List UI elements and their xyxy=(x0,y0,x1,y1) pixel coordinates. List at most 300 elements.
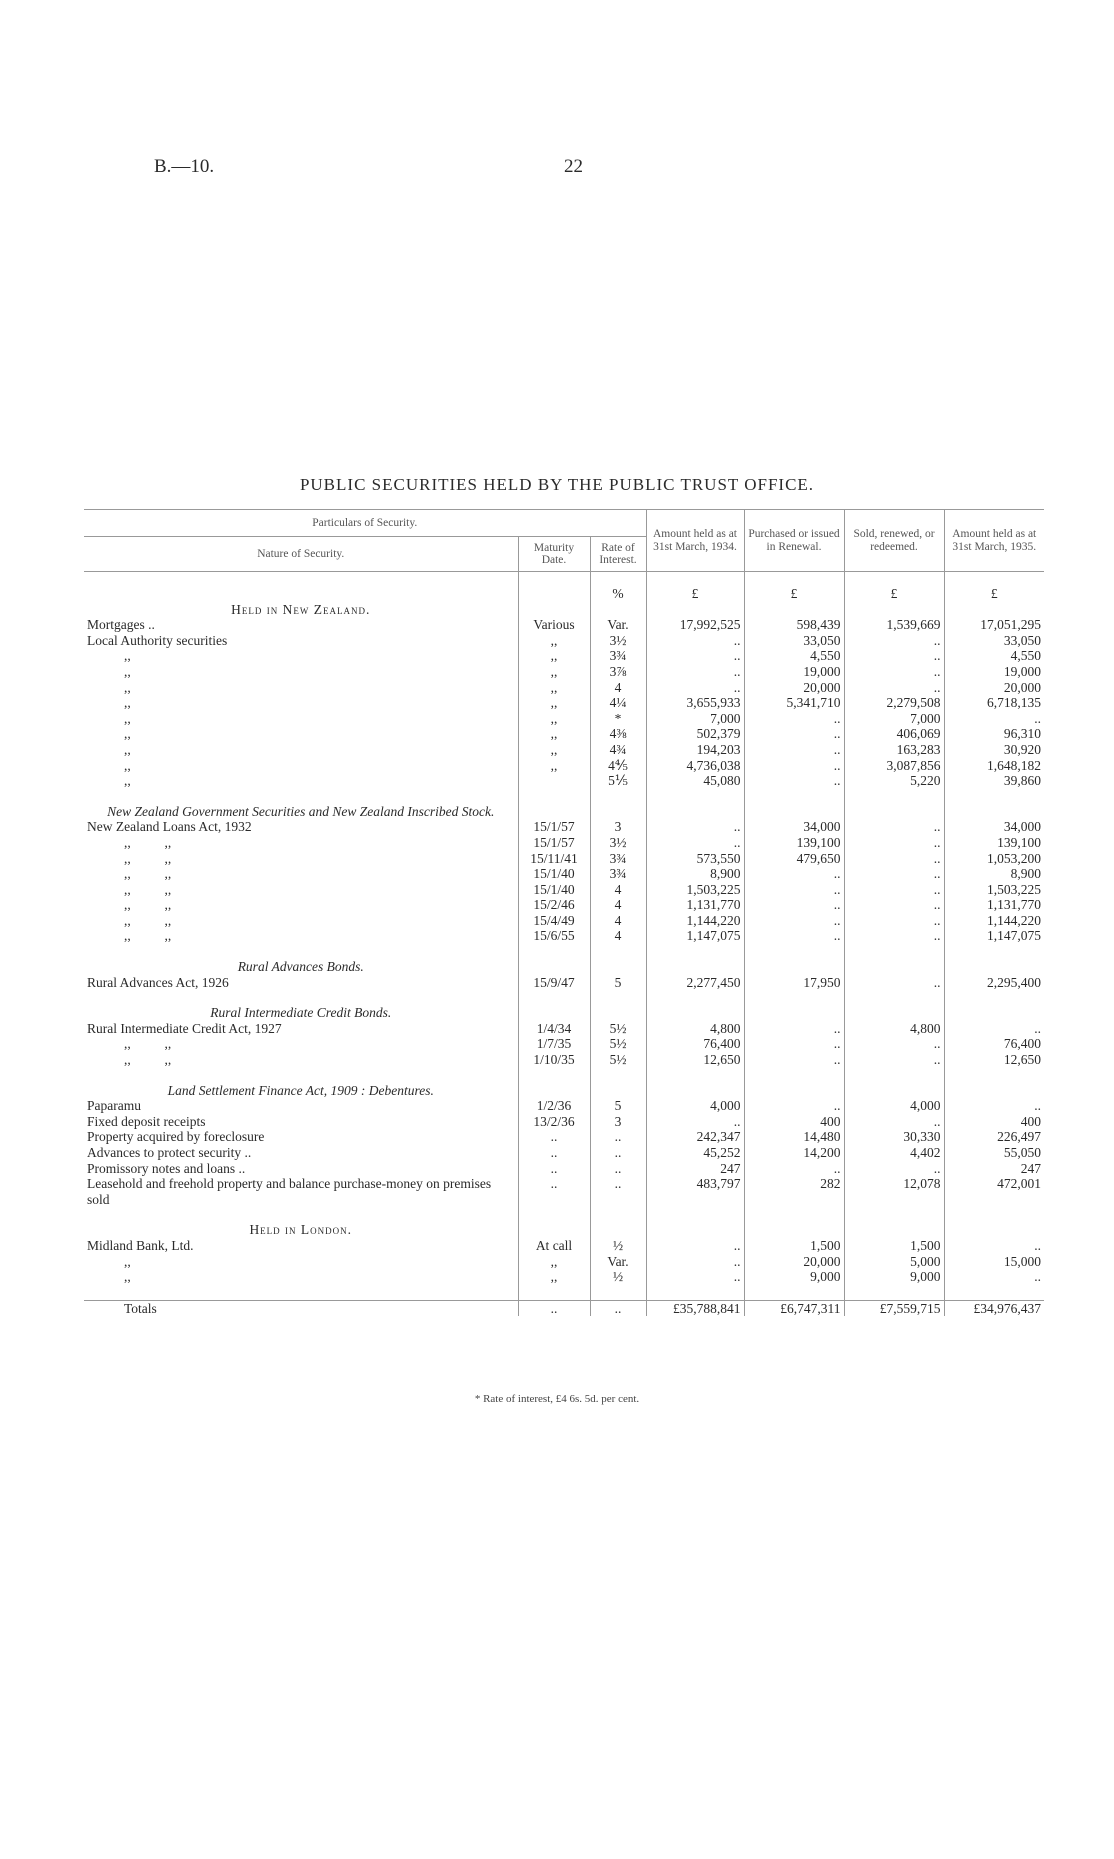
purchased: £6,747,311 xyxy=(744,1300,844,1316)
sold: 2,279,508 xyxy=(844,695,944,711)
sold: 1,539,669 xyxy=(844,617,944,633)
maturity-date: At call xyxy=(518,1238,590,1254)
table-row xyxy=(84,695,1044,711)
table-row xyxy=(84,1036,1044,1052)
security-name: ,, xyxy=(124,1269,131,1285)
table-row xyxy=(84,1161,1044,1177)
amount-1935: 96,310 xyxy=(944,726,1044,742)
security-name: New Zealand Loans Act, 1932 xyxy=(87,819,252,835)
purchased: .. xyxy=(744,1021,844,1037)
section-heading: Rural Intermediate Credit Bonds. xyxy=(210,1005,392,1021)
maturity-date: 1/7/35 xyxy=(518,1036,590,1052)
table-body xyxy=(84,572,1044,1317)
amount-1935: 8,900 xyxy=(944,866,1044,882)
security-name: Promissory notes and loans .. xyxy=(87,1160,246,1176)
amount-1934: 1,147,075 xyxy=(646,928,744,944)
amount-1935: 247 xyxy=(944,1161,1044,1177)
sold: 406,069 xyxy=(844,726,944,742)
security-name: ,, xyxy=(124,648,131,664)
amount-1935: 17,051,295 xyxy=(944,617,1044,633)
amount-1934: 7,000 xyxy=(646,711,744,727)
sold: 30,330 xyxy=(844,1129,944,1145)
interest-rate: 5½ xyxy=(590,1021,646,1037)
maturity-date: ,, xyxy=(518,1269,590,1285)
purchased: .. xyxy=(744,866,844,882)
maturity-date: 1/10/35 xyxy=(518,1052,590,1068)
section-heading: Land Settlement Finance Act, 1909 : Debentures. xyxy=(167,1082,434,1098)
sold: .. xyxy=(844,851,944,867)
maturity-date: ,, xyxy=(518,633,590,649)
sold: .. xyxy=(844,975,944,991)
maturity-header: Maturity Date. xyxy=(518,537,590,572)
purchased: .. xyxy=(744,742,844,758)
maturity-date: 15/4/49 xyxy=(518,913,590,929)
amount-1934: 1,131,770 xyxy=(646,897,744,913)
interest-rate: 3 xyxy=(590,819,646,835)
held-1934-unit: £ xyxy=(646,572,744,602)
sold-unit: £ xyxy=(844,572,944,602)
security-name: Leasehold and freehold property and balance purchase-money on premises sold xyxy=(87,1176,492,1207)
table-row xyxy=(84,1098,1044,1114)
interest-rate: 4¾ xyxy=(590,742,646,758)
sold: 3,087,856 xyxy=(844,758,944,774)
interest-rate: Var. xyxy=(590,1254,646,1270)
interest-rate: 3½ xyxy=(590,633,646,649)
interest-rate: .. xyxy=(590,1176,646,1207)
security-name: Rural Advances Act, 1926 xyxy=(87,974,229,990)
amount-1934: .. xyxy=(646,633,744,649)
interest-rate: 4⅜ xyxy=(590,726,646,742)
purchased: .. xyxy=(744,1161,844,1177)
amount-1935: 6,718,135 xyxy=(944,695,1044,711)
security-name: ,, ,, xyxy=(124,834,172,850)
sold: 4,000 xyxy=(844,1098,944,1114)
amount-1934: 1,503,225 xyxy=(646,882,744,898)
amount-1934: 76,400 xyxy=(646,1036,744,1052)
sold: 5,000 xyxy=(844,1254,944,1270)
purchased: 20,000 xyxy=(744,1254,844,1270)
amount-1935: £34,976,437 xyxy=(944,1300,1044,1316)
amount-1935: 19,000 xyxy=(944,664,1044,680)
security-name: ,, ,, xyxy=(124,1036,172,1052)
held-1935-header: Amount held as at 31st March, 1935. xyxy=(944,510,1044,572)
amount-1934: 4,000 xyxy=(646,1098,744,1114)
section-heading: New Zealand Government Securities and New Zealand Inscribed Stock. xyxy=(107,803,495,819)
interest-rate: 3¾ xyxy=(590,866,646,882)
purchased-header: Purchased or issued in Renewal. xyxy=(744,510,844,572)
amount-1935: 2,295,400 xyxy=(944,975,1044,991)
table-row xyxy=(84,851,1044,867)
amount-1935: 1,053,200 xyxy=(944,851,1044,867)
interest-rate: 5½ xyxy=(590,1036,646,1052)
amount-1934: £35,788,841 xyxy=(646,1300,744,1316)
maturity-date: 15/6/55 xyxy=(518,928,590,944)
maturity-date: ,, xyxy=(518,664,590,680)
amount-1934: .. xyxy=(646,1254,744,1270)
sold: 9,000 xyxy=(844,1269,944,1285)
table-row xyxy=(84,897,1044,913)
sold: 12,078 xyxy=(844,1176,944,1207)
table-row xyxy=(84,882,1044,898)
interest-rate: 3⅞ xyxy=(590,664,646,680)
sold: .. xyxy=(844,1052,944,1068)
security-name: Rural Intermediate Credit Act, 1927 xyxy=(87,1020,282,1036)
interest-rate: 3 xyxy=(590,1114,646,1130)
security-name: ,, ,, xyxy=(124,1052,172,1068)
spacer-row xyxy=(84,789,1044,804)
purchased: 17,950 xyxy=(744,975,844,991)
amount-1935: 15,000 xyxy=(944,1254,1044,1270)
interest-rate: 4 xyxy=(590,913,646,929)
amount-1934: .. xyxy=(646,1269,744,1285)
sold-header: Sold, renewed, or redeemed. xyxy=(844,510,944,572)
purchased: .. xyxy=(744,1036,844,1052)
amount-1934: 247 xyxy=(646,1161,744,1177)
maturity-date: 13/2/36 xyxy=(518,1114,590,1130)
table-row xyxy=(84,1238,1044,1254)
purchased: .. xyxy=(744,1098,844,1114)
security-name: Midland Bank, Ltd. xyxy=(87,1237,194,1253)
sold: .. xyxy=(844,1161,944,1177)
maturity-date: ,, xyxy=(518,680,590,696)
sold: £7,559,715 xyxy=(844,1300,944,1316)
amount-1935: 34,000 xyxy=(944,819,1044,835)
amount-1934: 502,379 xyxy=(646,726,744,742)
amount-1934: .. xyxy=(646,1114,744,1130)
maturity-date: ,, xyxy=(518,742,590,758)
security-name: ,, xyxy=(124,679,131,695)
table-row xyxy=(84,664,1044,680)
maturity-date: 15/1/57 xyxy=(518,835,590,851)
table-row xyxy=(84,928,1044,944)
purchased: 33,050 xyxy=(744,633,844,649)
sold: .. xyxy=(844,664,944,680)
purchased: 14,480 xyxy=(744,1129,844,1145)
purchased: .. xyxy=(744,897,844,913)
sold: 4,402 xyxy=(844,1145,944,1161)
sold: .. xyxy=(844,680,944,696)
maturity-date: 15/2/46 xyxy=(518,897,590,913)
table-row xyxy=(84,742,1044,758)
interest-rate: 4 xyxy=(590,928,646,944)
document-reference: B.—10. xyxy=(154,156,215,177)
amount-1934: .. xyxy=(646,1238,744,1254)
interest-rate: 5 xyxy=(590,1098,646,1114)
security-name: Fixed deposit receipts xyxy=(87,1113,206,1129)
purchased: 19,000 xyxy=(744,664,844,680)
security-name: ,, ,, xyxy=(124,850,172,866)
maturity-date: 15/11/41 xyxy=(518,851,590,867)
purchased: 479,650 xyxy=(744,851,844,867)
interest-rate: .. xyxy=(590,1129,646,1145)
purchased: 9,000 xyxy=(744,1269,844,1285)
totals-label: Totals xyxy=(124,1300,157,1316)
amount-1934: .. xyxy=(646,819,744,835)
amount-1935: 139,100 xyxy=(944,835,1044,851)
maturity-date: .. xyxy=(518,1300,590,1316)
interest-rate: 4⅘ xyxy=(590,758,646,774)
totals-row xyxy=(84,1300,1044,1316)
maturity-date: .. xyxy=(518,1129,590,1145)
amount-1934: .. xyxy=(646,664,744,680)
security-name: ,, ,, xyxy=(124,866,172,882)
units-row xyxy=(84,572,1044,602)
security-name: ,, xyxy=(124,695,131,711)
rate-header: Rate of Interest. xyxy=(590,537,646,572)
maturity-date: 15/1/40 xyxy=(518,866,590,882)
table-row xyxy=(84,835,1044,851)
security-name: Property acquired by foreclosure xyxy=(87,1129,265,1145)
held-1934-header: Amount held as at 31st March, 1934. xyxy=(646,510,744,572)
table-row xyxy=(84,975,1044,991)
amount-1935: 1,503,225 xyxy=(944,882,1044,898)
interest-rate: Var. xyxy=(590,617,646,633)
sold: .. xyxy=(844,928,944,944)
amount-1935: .. xyxy=(944,1098,1044,1114)
table-row xyxy=(84,1176,1044,1207)
interest-rate: .. xyxy=(590,1300,646,1316)
amount-1935: 30,920 xyxy=(944,742,1044,758)
table-row xyxy=(84,758,1044,774)
interest-rate: 5 xyxy=(590,975,646,991)
table-row xyxy=(84,617,1044,633)
purchased: 34,000 xyxy=(744,819,844,835)
maturity-date: ,, xyxy=(518,711,590,727)
purchased: .. xyxy=(744,726,844,742)
purchased: 14,200 xyxy=(744,1145,844,1161)
purchased: .. xyxy=(744,711,844,727)
security-name: ,, xyxy=(124,773,131,789)
amount-1934: 8,900 xyxy=(646,866,744,882)
purchased: 20,000 xyxy=(744,680,844,696)
amount-1934: .. xyxy=(646,648,744,664)
amount-1935: 1,648,182 xyxy=(944,758,1044,774)
security-name: ,, ,, xyxy=(124,912,172,928)
maturity-date: .. xyxy=(518,1161,590,1177)
amount-1934: .. xyxy=(646,835,744,851)
amount-1934: 1,144,220 xyxy=(646,913,744,929)
maturity-date: 15/1/40 xyxy=(518,882,590,898)
page-number: 22 xyxy=(564,156,583,177)
amount-1934: 45,252 xyxy=(646,1145,744,1161)
purchased: 4,550 xyxy=(744,648,844,664)
interest-rate: 4 xyxy=(590,882,646,898)
sold: 7,000 xyxy=(844,711,944,727)
table-row xyxy=(84,1114,1044,1130)
spacer-row xyxy=(84,990,1044,1005)
purchased: .. xyxy=(744,758,844,774)
security-name: ,, xyxy=(124,710,131,726)
maturity-date: ,, xyxy=(518,758,590,774)
sold: .. xyxy=(844,835,944,851)
maturity-date: ,, xyxy=(518,695,590,711)
sold: 5,220 xyxy=(844,773,944,789)
table-row xyxy=(84,866,1044,882)
interest-rate: 4 xyxy=(590,897,646,913)
section-row xyxy=(84,1222,1044,1238)
security-name: ,, xyxy=(124,1253,131,1269)
interest-rate: 3¾ xyxy=(590,851,646,867)
amount-1935: 1,131,770 xyxy=(944,897,1044,913)
section-row xyxy=(84,602,1044,618)
amount-1935: 76,400 xyxy=(944,1036,1044,1052)
table-row xyxy=(84,711,1044,727)
maturity-date: 1/2/36 xyxy=(518,1098,590,1114)
spacer-row xyxy=(84,1207,1044,1222)
interest-rate: ½ xyxy=(590,1269,646,1285)
section-row xyxy=(84,959,1044,975)
maturity-date: 15/9/47 xyxy=(518,975,590,991)
table-row xyxy=(84,1052,1044,1068)
amount-1935: 1,144,220 xyxy=(944,913,1044,929)
security-name: ,, xyxy=(124,663,131,679)
security-name: Mortgages .. xyxy=(87,617,155,633)
amount-1934: 4,736,038 xyxy=(646,758,744,774)
table-row xyxy=(84,726,1044,742)
footnote: * Rate of interest, £4 6s. 5d. per cent. xyxy=(474,1393,640,1405)
amount-1935: 226,497 xyxy=(944,1129,1044,1145)
section-row xyxy=(84,804,1044,820)
maturity-date: ,, xyxy=(518,726,590,742)
purchased: 400 xyxy=(744,1114,844,1130)
table-row xyxy=(84,819,1044,835)
particulars-header: Particulars of Security. xyxy=(84,510,646,537)
amount-1935: 400 xyxy=(944,1114,1044,1130)
purchased: .. xyxy=(744,773,844,789)
section-heading: Rural Advances Bonds. xyxy=(237,959,364,975)
sold: .. xyxy=(844,819,944,835)
interest-rate: 3½ xyxy=(590,835,646,851)
maturity-date xyxy=(518,773,590,789)
section-heading: Held in London. xyxy=(249,1222,353,1238)
purchased: 139,100 xyxy=(744,835,844,851)
table-row xyxy=(84,913,1044,929)
purchased: 282 xyxy=(744,1176,844,1207)
amount-1935: 472,001 xyxy=(944,1176,1044,1207)
sold: .. xyxy=(844,897,944,913)
purchased: 598,439 xyxy=(744,617,844,633)
amount-1934: 483,797 xyxy=(646,1176,744,1207)
interest-rate: * xyxy=(590,711,646,727)
sold: .. xyxy=(844,913,944,929)
security-name: ,, ,, xyxy=(124,881,172,897)
section-heading: Held in New Zealand. xyxy=(231,601,371,617)
purchased: .. xyxy=(744,913,844,929)
amount-1935: .. xyxy=(944,1238,1044,1254)
page-title: PUBLIC SECURITIES HELD BY THE PUBLIC TRUST OFFICE. xyxy=(299,475,815,494)
amount-1935: 39,860 xyxy=(944,773,1044,789)
table-row xyxy=(84,633,1044,649)
purchased: .. xyxy=(744,928,844,944)
table-row xyxy=(84,1021,1044,1037)
security-name: ,, ,, xyxy=(124,928,172,944)
purchased-unit: £ xyxy=(744,572,844,602)
amount-1935: 4,550 xyxy=(944,648,1044,664)
security-name: Paparamu xyxy=(87,1098,141,1114)
spacer-row xyxy=(84,944,1044,959)
interest-rate: 3¾ xyxy=(590,648,646,664)
security-name: ,, xyxy=(124,726,131,742)
amount-1935: 1,147,075 xyxy=(944,928,1044,944)
spacer-row xyxy=(84,1285,1044,1301)
amount-1934: 17,992,525 xyxy=(646,617,744,633)
sold: .. xyxy=(844,648,944,664)
amount-1934: 3,655,933 xyxy=(646,695,744,711)
maturity-date: Various xyxy=(518,617,590,633)
purchased: .. xyxy=(744,882,844,898)
sold: .. xyxy=(844,1036,944,1052)
security-name: Local Authority securities xyxy=(87,632,228,648)
amount-1934: 242,347 xyxy=(646,1129,744,1145)
table-row xyxy=(84,680,1044,696)
security-name: ,, xyxy=(124,741,131,757)
amount-1935: 33,050 xyxy=(944,633,1044,649)
sold: .. xyxy=(844,1114,944,1130)
sold: 4,800 xyxy=(844,1021,944,1037)
sold: 163,283 xyxy=(844,742,944,758)
interest-rate: 4¼ xyxy=(590,695,646,711)
amount-1935: .. xyxy=(944,1269,1044,1285)
security-name: Advances to protect security .. xyxy=(87,1145,252,1160)
securities-table xyxy=(84,509,1044,1316)
security-name: ,, ,, xyxy=(124,897,172,913)
held-1935-unit: £ xyxy=(944,572,1044,602)
purchased: 1,500 xyxy=(744,1238,844,1254)
spacer-row xyxy=(84,1068,1044,1083)
amount-1935: .. xyxy=(944,1021,1044,1037)
maturity-date: .. xyxy=(518,1145,590,1161)
section-row xyxy=(84,1083,1044,1099)
section-row xyxy=(84,1005,1044,1021)
interest-rate: .. xyxy=(590,1161,646,1177)
sold: .. xyxy=(844,882,944,898)
amount-1934: 2,277,450 xyxy=(646,975,744,991)
amount-1935: 20,000 xyxy=(944,680,1044,696)
amount-1934: .. xyxy=(646,680,744,696)
table-row xyxy=(84,1145,1044,1161)
sold: .. xyxy=(844,866,944,882)
amount-1935: .. xyxy=(944,711,1044,727)
interest-rate: .. xyxy=(590,1145,646,1161)
amount-1935: 55,050 xyxy=(944,1145,1044,1161)
maturity-date: ,, xyxy=(518,1254,590,1270)
purchased: .. xyxy=(744,1052,844,1068)
amount-1934: 573,550 xyxy=(646,851,744,867)
table-row xyxy=(84,773,1044,789)
table-row xyxy=(84,1254,1044,1270)
purchased: 5,341,710 xyxy=(744,695,844,711)
maturity-date: 15/1/57 xyxy=(518,819,590,835)
interest-rate: ½ xyxy=(590,1238,646,1254)
amount-1934: 12,650 xyxy=(646,1052,744,1068)
maturity-date: .. xyxy=(518,1176,590,1207)
nature-header: Nature of Security. xyxy=(84,537,518,572)
maturity-date: ,, xyxy=(518,648,590,664)
amount-1935: 12,650 xyxy=(944,1052,1044,1068)
rate-unit: % xyxy=(590,572,646,602)
maturity-date: 1/4/34 xyxy=(518,1021,590,1037)
amount-1934: 45,080 xyxy=(646,773,744,789)
interest-rate: 5⅕ xyxy=(590,773,646,789)
sold: .. xyxy=(844,633,944,649)
table-row xyxy=(84,648,1044,664)
interest-rate: 5½ xyxy=(590,1052,646,1068)
table-row xyxy=(84,1129,1044,1145)
interest-rate: 4 xyxy=(590,680,646,696)
table-row xyxy=(84,1269,1044,1285)
sold: 1,500 xyxy=(844,1238,944,1254)
amount-1934: 4,800 xyxy=(646,1021,744,1037)
